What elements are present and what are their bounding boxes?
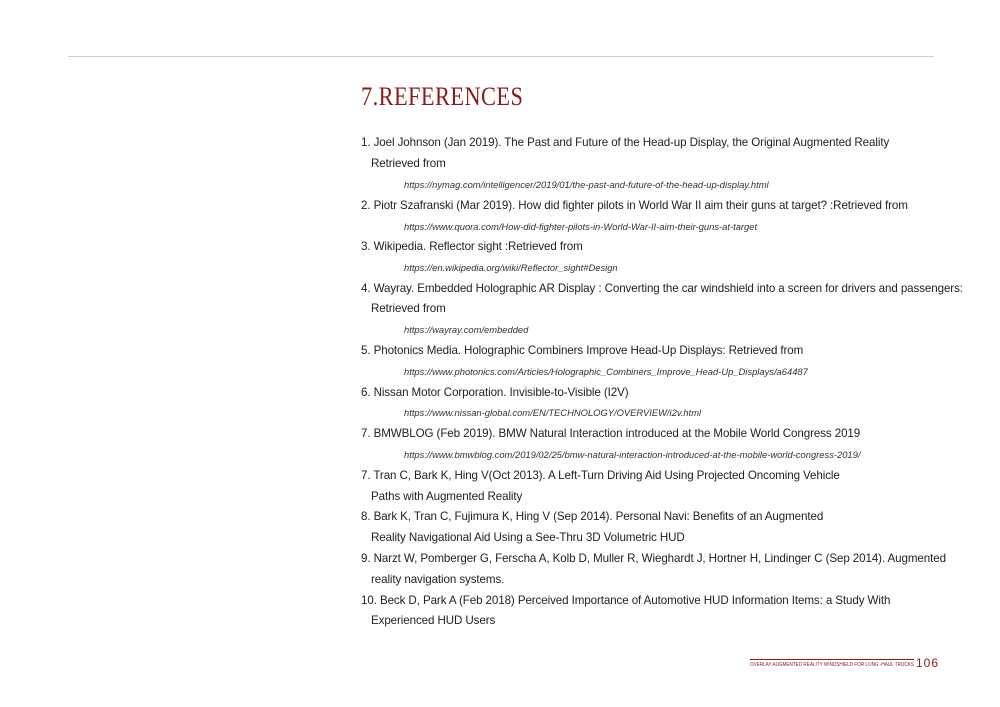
footer-divider [750, 659, 914, 660]
reference-5-line-1: 5. Photonics Media. Holographic Combiners Improve Head-Up Displays: Retrieved from [361, 344, 804, 357]
reference-2-url[interactable]: https://www.quora.com/How-did-fighter-pilots-in-World-War-II-aim-their-guns-at-target [404, 221, 758, 232]
page-number: 106 [916, 656, 940, 670]
reference-5-url[interactable]: https://www.photonics.com/Articles/Holographic_Combiners_Improve_Head-Up_Displays/a64487 [404, 366, 808, 377]
reference-8-line-1: 7. Tran C, Bark K, Hing V(Oct 2013). A Left-Turn Driving Aid Using Projected Oncoming Vehicle [361, 469, 840, 482]
reference-6-url[interactable]: https://www.nissan-global.com/EN/TECHNOLOGY/OVERVIEW/i2v.html [404, 407, 702, 418]
reference-1-line-2: Retrieved from [371, 157, 446, 170]
reference-10-line-2: reality navigation systems. [371, 573, 505, 586]
reference-8-line-2: Paths with Augmented Reality [371, 490, 523, 503]
reference-7-line-1: 7. BMWBLOG (Feb 2019). BMW Natural Interaction introduced at the Mobile World Congress 2019 [361, 427, 861, 440]
reference-9-line-1: 8. Bark K, Tran C, Fujimura K, Hing V (Sep 2014). Personal Navi: Benefits of an Augmented [361, 510, 824, 523]
reference-10-line-1: 9. Narzt W, Pomberger G, Ferscha A, Kolb D, Muller R, Wieghardt J, Hortner H, Lindinger C (Sep 2014). Augmented [361, 552, 946, 565]
reference-4-url[interactable]: https://wayray.com/embedded [404, 324, 529, 335]
reference-7-url[interactable]: https://www.bmwblog.com/2019/02/25/bmw-natural-interaction-introduced-at-the-mobile-world-congress-2019/ [404, 449, 861, 460]
reference-6-line-1: 6. Nissan Motor Corporation. Invisible-to-Visible (I2V) [361, 386, 629, 399]
reference-2-line-1: 2. Piotr Szafranski (Mar 2019). How did fighter pilots in World War II aim their guns at target? :Retrieved from [361, 199, 908, 212]
page-title: 7.REFERENCES [361, 82, 524, 111]
reference-1-line-1: 1. Joel Johnson (Jan 2019). The Past and Future of the Head-up Display, the Original Augmented Reality [361, 136, 890, 149]
footer-document-title: OVERLAY AUGMENTED REALITY WINDSHIELD FOR LONG -HAUL TRUCKS [750, 662, 914, 668]
reference-3-line-1: 3. Wikipedia. Reflector sight :Retrieved from [361, 240, 583, 253]
reference-1-url[interactable]: https://nymag.com/intelligencer/2019/01/the-past-and-future-of-the-head-up-display.html [404, 179, 769, 190]
reference-4-line-2: Retrieved from [371, 302, 446, 315]
reference-3-url[interactable]: https://en.wikipedia.org/wiki/Reflector_sight#Design [404, 262, 618, 273]
reference-4-line-1: 4. Wayray. Embedded Holographic AR Display : Converting the car windshield into a screen for drivers and passengers: [361, 282, 963, 295]
reference-11-line-1: 10. Beck D, Park A (Feb 2018) Perceived Importance of Automotive HUD Information Items: a Study With [361, 594, 891, 607]
reference-11-line-2: Experienced HUD Users [371, 614, 496, 627]
reference-9-line-2: Reality Navigational Aid Using a See-Thru 3D Volumetric HUD [371, 531, 685, 544]
